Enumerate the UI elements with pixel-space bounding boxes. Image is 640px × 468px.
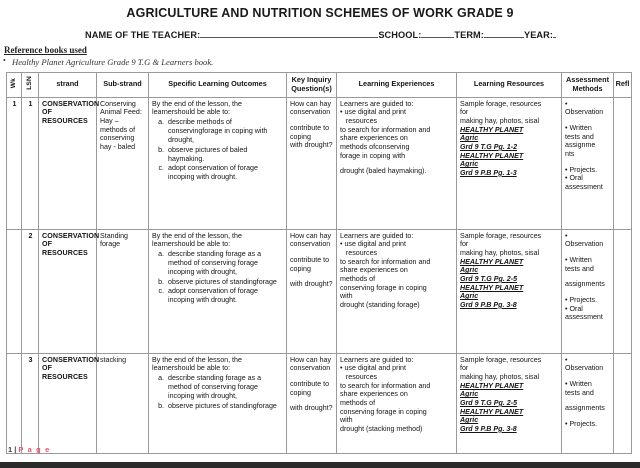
am-line: tests and [565,264,594,273]
kiq-line: conservation [290,108,331,117]
reference-books-list [0,57,640,68]
cell-sub-strand: stacking [97,353,149,453]
kiq-text [290,100,334,150]
lr-line [460,292,559,301]
cell-learning-experiences [337,229,457,353]
am-line: Observation [565,108,604,117]
school-label: SCHOOL: [378,29,422,40]
am-line [565,159,611,166]
teacher-label: NAME OF THE TEACHER: [85,29,201,40]
cell-assessment-methods [562,229,614,353]
book-reference: HEALTHY PLANET [460,381,524,390]
cell-reflection[interactable] [614,353,632,453]
kiq-line [290,373,334,380]
cell-lesson: 1 [22,97,39,229]
kiq-line: contribute to [290,379,330,388]
le-line: conserving forage in coping [340,283,427,292]
kiq-line: conservation [290,364,331,373]
lr-line: for [460,108,469,117]
window-bottom-bar [0,462,640,468]
am-line [565,373,611,380]
cell-specific-learning-outcomes [149,353,287,453]
kiq-line: with drought? [290,404,333,413]
kiq-line: with drought? [290,280,333,289]
lr-text [460,100,559,178]
lr-line [460,416,559,425]
lr-line: for [460,364,469,373]
am-line: tests and [565,132,594,141]
book-reference: Agric [460,390,479,399]
page-title: AGRICULTURE AND NUTRITION SCHEMES OF WORK GRADE 9 [126,6,514,20]
lr-line [460,258,559,267]
am-line: nts [565,149,575,158]
book-reference: Grd 9 P.B Pg. 3-8 [460,300,517,309]
am-line: • [565,231,568,240]
cell-sub-strand: Standing forage [97,229,149,353]
le-line: with [340,292,353,301]
cell-key-inquiry-question [287,353,337,453]
list-item: • Healthy Planet Agriculture Grade 9 T.G & Learners book. [12,57,640,68]
am-text [565,356,611,429]
am-line [565,397,611,404]
kiq-line: How can hay [290,231,332,240]
book-reference: Agric [460,416,479,425]
lr-line: making hay, photos, sisal [460,116,540,125]
le-line: Learners are guided to: [340,99,414,108]
column-header-strand: strand [39,72,97,97]
am-line: Observation [565,364,604,373]
footer-page-word: P a g e [18,445,51,454]
am-line [565,117,611,124]
le-line: resources [340,248,378,257]
year-blank[interactable] [553,30,556,38]
kiq-text [290,232,334,289]
cell-lesson: 2 [22,229,39,353]
am-line: • Projects. [565,419,598,428]
book-reference: Grd 9 T.G Pg. 2-5 [460,274,518,283]
am-line: • Projects. [565,165,598,174]
cell-week [7,229,22,353]
le-line: share experiences on [340,390,408,399]
table-row [7,229,632,353]
am-line: • [565,99,568,108]
teacher-name-blank[interactable] [200,30,378,38]
le-line: to search for information and [340,257,431,266]
lr-line [460,425,559,434]
book-reference: HEALTHY PLANET [460,151,524,160]
am-line: assignme [565,141,596,150]
teacher-school-term-year-line [0,21,640,40]
term-label: TERM: [454,29,484,40]
am-line: • Oral [565,174,583,183]
book-reference: Grd 9 P.B Pg. 3-8 [460,424,517,433]
le-line: to search for information and [340,125,431,134]
am-line [565,289,611,296]
cell-strand: CONSERVATION OF RESOURCES [39,229,97,353]
cell-learning-resources [457,353,562,453]
le-line: • use digital and print [340,364,406,373]
column-header-learning-resources: Learning Resources [457,72,562,97]
kiq-line: coping [290,388,311,397]
book-reference: Agric [460,160,479,169]
reference-books-heading: Reference books used [4,44,87,55]
book-reference: HEALTHY PLANET [460,407,524,416]
kiq-line [290,249,334,256]
cell-lesson: 3 [22,353,39,453]
kiq-line: contribute to [290,123,330,132]
lr-line [460,266,559,275]
lr-line [460,126,559,135]
am-line: • Written [565,255,592,264]
kiq-line: contribute to [290,255,330,264]
lr-line [460,169,559,178]
book-reference: Grd 9 T.G Pg. 1-2 [460,142,518,151]
le-line: drought (stacking method) [340,424,423,433]
le-line: Learners are guided to: [340,355,414,364]
column-header-wk: Wk [7,72,22,97]
le-line: drought (baled haymaking). [340,167,427,176]
le-line: with [340,416,353,425]
lr-line: Sample forage, resources [460,355,542,364]
list-item: b. observe pictures of standingforage [166,278,284,287]
cell-reflection[interactable] [614,97,632,229]
lr-line [460,390,559,399]
cell-learning-resources [457,229,562,353]
book-reference: Agric [460,134,479,143]
am-line: tests and [565,388,594,397]
lr-text [460,232,559,310]
footer-separator: | [14,445,17,454]
kiq-line: coping [290,264,311,273]
am-line: assignments [565,404,605,413]
year-label: YEAR: [523,29,554,40]
le-line: Learners are guided to: [340,231,414,240]
list-item: a. describe standing forage as a method of conserving forage incoping with drought, [166,374,284,402]
lr-line: Sample forage, resources [460,231,542,240]
le-line: share experiences on [340,134,408,143]
le-text [340,100,454,176]
list-item: b. observe pictures of standingforage [166,402,284,411]
am-line [565,413,611,420]
le-line: to search for information and [340,381,431,390]
le-line [340,160,454,167]
cell-learning-experiences [337,97,457,229]
am-line: • Oral [565,304,583,313]
column-header-specific-learning-outcomes: Specific Learning Outcomes [149,72,287,97]
am-line: • Written [565,379,592,388]
column-header-key-inquiry-questions: Key Inquiry Question(s) [287,72,337,97]
le-line: • use digital and print [340,108,406,117]
book-reference: Agric [460,266,479,275]
kiq-line: conservation [290,240,331,249]
cell-strand: CONSERVATION OF RESOURCES [39,97,97,229]
kiq-line: How can hay [290,355,332,364]
cell-key-inquiry-question [287,229,337,353]
list-item: a. describe methods of conservingforage in coping with drought, [166,118,284,146]
lr-line: for [460,240,469,249]
list-item: c. adopt conservation of forage incoping with drought. [166,287,284,305]
cell-specific-learning-outcomes [149,229,287,353]
am-text [565,100,611,192]
book-reference: HEALTHY PLANET [460,257,524,266]
footer-page-number: 1 [8,445,13,454]
lr-line [460,275,559,284]
le-line: conserving forage in coping [340,407,427,416]
slo-intro: By the end of the lesson, the learnershould be able to: [152,99,242,117]
slo-intro: By the end of the lesson, the learnershould be able to: [152,355,242,373]
column-header-reflection: Refl [614,72,632,97]
book-reference: HEALTHY PLANET [460,283,524,292]
lr-line: Sample forage, resources [460,99,542,108]
lr-line [460,382,559,391]
am-line: assignments [565,280,605,289]
lr-line [460,143,559,152]
le-line: resources [340,116,378,125]
book-reference: Agric [460,292,479,301]
le-line: • use digital and print [340,240,406,249]
column-header-assessment-methods: Assessment Methods [562,72,614,97]
school-blank[interactable] [421,30,454,38]
le-line: forage in coping with [340,151,406,160]
kiq-line [290,273,334,280]
table-row [7,353,632,453]
lr-line: making hay, photos, sisal [460,248,540,257]
lr-line [460,160,559,169]
book-reference: Grd 9 T.G Pg. 2-5 [460,398,518,407]
lr-line [460,284,559,293]
table-body [7,97,632,453]
term-blank[interactable] [484,30,524,38]
slo-list [152,374,284,411]
cell-strand: CONSERVATION OF RESOURCES [39,353,97,453]
le-line: drought (standing forage) [340,300,420,309]
kiq-line: How can hay [290,99,332,108]
am-text [565,232,611,322]
cell-specific-learning-outcomes [149,97,287,229]
column-header-sub-strand: Sub-strand [97,72,149,97]
kiq-line: coping [290,132,311,141]
le-line: share experiences on [340,266,408,275]
lr-line [460,134,559,143]
cell-assessment-methods [562,97,614,229]
book-reference: Grd 9 P.B Pg. 1-3 [460,168,517,177]
list-item: a. describe standing forage as a method of conserving forage incoping with drought, [166,250,284,278]
le-text [340,232,454,310]
kiq-line [290,117,334,124]
lr-line [460,301,559,310]
column-header-learning-experiences: Learning Experiences [337,72,457,97]
am-line: assessment [565,313,603,322]
am-line: • Projects. [565,295,598,304]
cell-week: 1 [7,97,22,229]
lr-line [460,152,559,161]
cell-learning-experiences [337,353,457,453]
am-line: assessment [565,182,603,191]
column-header-lsn: LSN [22,72,39,97]
kiq-text [290,356,334,413]
lr-text [460,356,559,434]
lr-line: making hay, photos, sisal [460,372,540,381]
schemes-of-work-table [6,72,632,454]
am-line [565,273,611,280]
le-line: methods of [340,274,376,283]
le-text [340,356,454,434]
lr-line [460,399,559,408]
cell-week [7,353,22,453]
le-line: methods ofconserving [340,142,410,151]
am-line: • [565,355,568,364]
cell-reflection[interactable] [614,229,632,353]
le-line: methods of [340,398,376,407]
le-line: resources [340,372,378,381]
slo-list [152,250,284,305]
cell-assessment-methods [562,353,614,453]
kiq-line: with drought? [290,141,333,150]
cell-sub-strand: Conserving Animal Feed: Hay – methods of conserving hay - baled [97,97,149,229]
cell-learning-resources [457,97,562,229]
table-row [7,97,632,229]
am-line: Observation [565,240,604,249]
am-line [565,249,611,256]
slo-list [152,118,284,183]
list-item: c. adopt conservation of forage incoping with drought. [166,164,284,182]
page-footer [8,445,50,454]
kiq-line [290,397,334,404]
lr-line [460,408,559,417]
book-reference: HEALTHY PLANET [460,125,524,134]
cell-key-inquiry-question [287,97,337,229]
list-item: b. observe pictures of baled haymaking. [166,146,284,164]
slo-intro: By the end of the lesson, the learnershould be able to: [152,231,242,249]
table-header-row [7,72,632,97]
am-line: • Written [565,123,592,132]
